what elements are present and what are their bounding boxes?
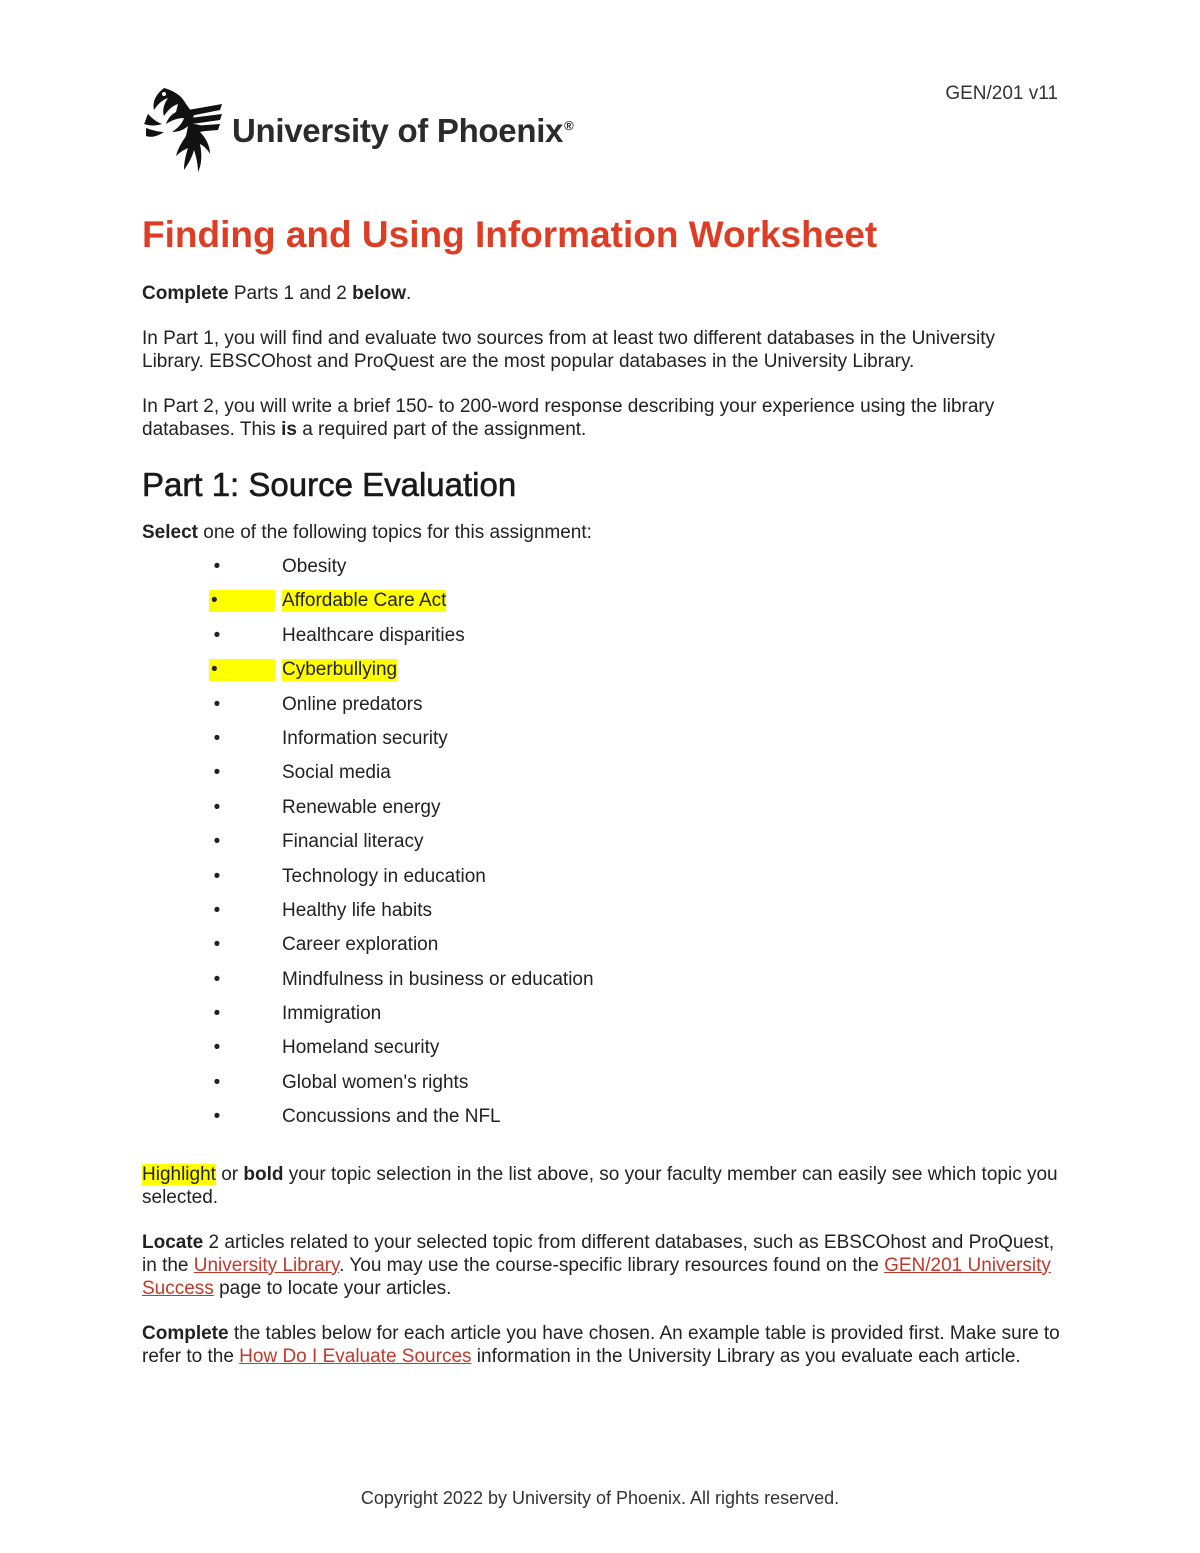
list-item <box>142 797 1062 831</box>
highlight-instruction: Highlight or bold your topic selection in the list above, so your faculty member can easily see which topic you selected. <box>142 1163 1058 1208</box>
university-library-link[interactable]: University Library <box>193 1254 340 1276</box>
topic-label: Financial literacy <box>282 831 424 853</box>
bullet-icon: • <box>213 899 221 921</box>
section-heading-part1: Part 1: Source Evaluation <box>142 466 517 503</box>
topic-list <box>142 556 1062 1141</box>
bullet-icon: • <box>213 934 221 956</box>
document-body <box>142 210 1062 1390</box>
list-item <box>142 831 1062 865</box>
list-item <box>142 1037 1062 1071</box>
bullet-icon: • <box>213 762 221 784</box>
topic-label: Healthcare disparities <box>282 624 465 646</box>
evaluate-sources-link[interactable]: How Do I Evaluate Sources <box>239 1345 472 1367</box>
list-item <box>142 556 1062 590</box>
bullet-icon: • <box>209 590 275 612</box>
list-item-highlighted <box>142 590 1062 624</box>
intro-part1-description: In Part 1, you will find and evaluate two sources from at least two different databases in the University Library. EBSCOhost and ProQuest are the most popular databases in the University Library. <box>142 328 995 372</box>
logo-wordmark: University of Phoenix® <box>232 112 574 149</box>
bullet-icon: • <box>213 556 221 577</box>
bullet-icon: • <box>213 727 221 749</box>
bullet-icon: • <box>209 659 275 681</box>
list-item <box>142 625 1062 659</box>
bullet-icon: • <box>213 796 221 818</box>
list-item <box>142 900 1062 934</box>
copyright-footer: Copyright 2022 by University of Phoenix. All rights reserved. <box>360 1488 840 1508</box>
bullet-icon: • <box>213 1003 221 1025</box>
topic-label: Career exploration <box>282 934 439 956</box>
list-item <box>142 1003 1062 1037</box>
list-item <box>142 934 1062 968</box>
select-topic-instruction: Select one of the following topics for this assignment: <box>142 522 592 543</box>
topic-label: Online predators <box>282 693 423 715</box>
page-title: Finding and Using Information Worksheet <box>142 214 878 255</box>
list-item <box>142 969 1062 1003</box>
topic-label: Healthy life habits <box>282 899 432 921</box>
topic-label: Technology in education <box>282 865 486 887</box>
topic-label: Renewable energy <box>282 796 441 818</box>
gen201-university-success-link[interactable]: GEN/201 University Success <box>142 1254 1051 1299</box>
intro-part2-description: In Part 2, you will write a brief 150- to 200-word response describing your experience using the library databases. This is a required part of the assignment. <box>142 396 995 440</box>
list-item <box>142 1072 1062 1106</box>
topic-label: Homeland security <box>282 1037 440 1059</box>
complete-instruction: Complete the tables below for each article you have chosen. An example table is provided first. Make sure to refer to the How Do I Evaluate Sources information in the University Library as you evaluate each article. <box>142 1322 1060 1367</box>
list-item <box>142 728 1062 762</box>
university-logo <box>142 84 574 180</box>
bullet-icon: • <box>213 1037 221 1059</box>
topic-label: Cyberbullying <box>282 659 398 681</box>
topic-label: Global women's rights <box>282 1071 469 1093</box>
phoenix-bird-icon <box>142 84 224 180</box>
bullet-icon: • <box>213 693 221 715</box>
bullet-icon: • <box>213 968 221 990</box>
list-item <box>142 1106 1062 1140</box>
bullet-icon: • <box>213 831 221 853</box>
bullet-icon: • <box>213 624 221 646</box>
topic-label: Social media <box>282 762 391 784</box>
course-code: GEN/201 v11 <box>945 83 1058 104</box>
topic-label: Affordable Care Act <box>282 590 447 612</box>
list-item <box>142 694 1062 728</box>
list-item <box>142 866 1062 900</box>
intro-instructions: Complete Parts 1 and 2 below. <box>142 283 412 304</box>
topic-label: Concussions and the NFL <box>282 1106 501 1128</box>
topic-label: Information security <box>282 727 448 749</box>
list-item-highlighted <box>142 659 1062 693</box>
topic-label: Mindfulness in business or education <box>282 968 594 990</box>
bullet-icon: • <box>213 1106 221 1128</box>
locate-instruction: Locate 2 articles related to your selected topic from different databases, such as EBSCOhost and ProQuest, in the University Library. You may use the course-specific library resources found on the GEN/201 University Success page to locate your articles. <box>142 1231 1055 1299</box>
topic-label: Obesity <box>282 556 347 577</box>
topic-label: Immigration <box>282 1003 382 1025</box>
registered-mark: ® <box>564 118 574 133</box>
bullet-icon: • <box>213 865 221 887</box>
bullet-icon: • <box>213 1071 221 1093</box>
list-item <box>142 762 1062 796</box>
